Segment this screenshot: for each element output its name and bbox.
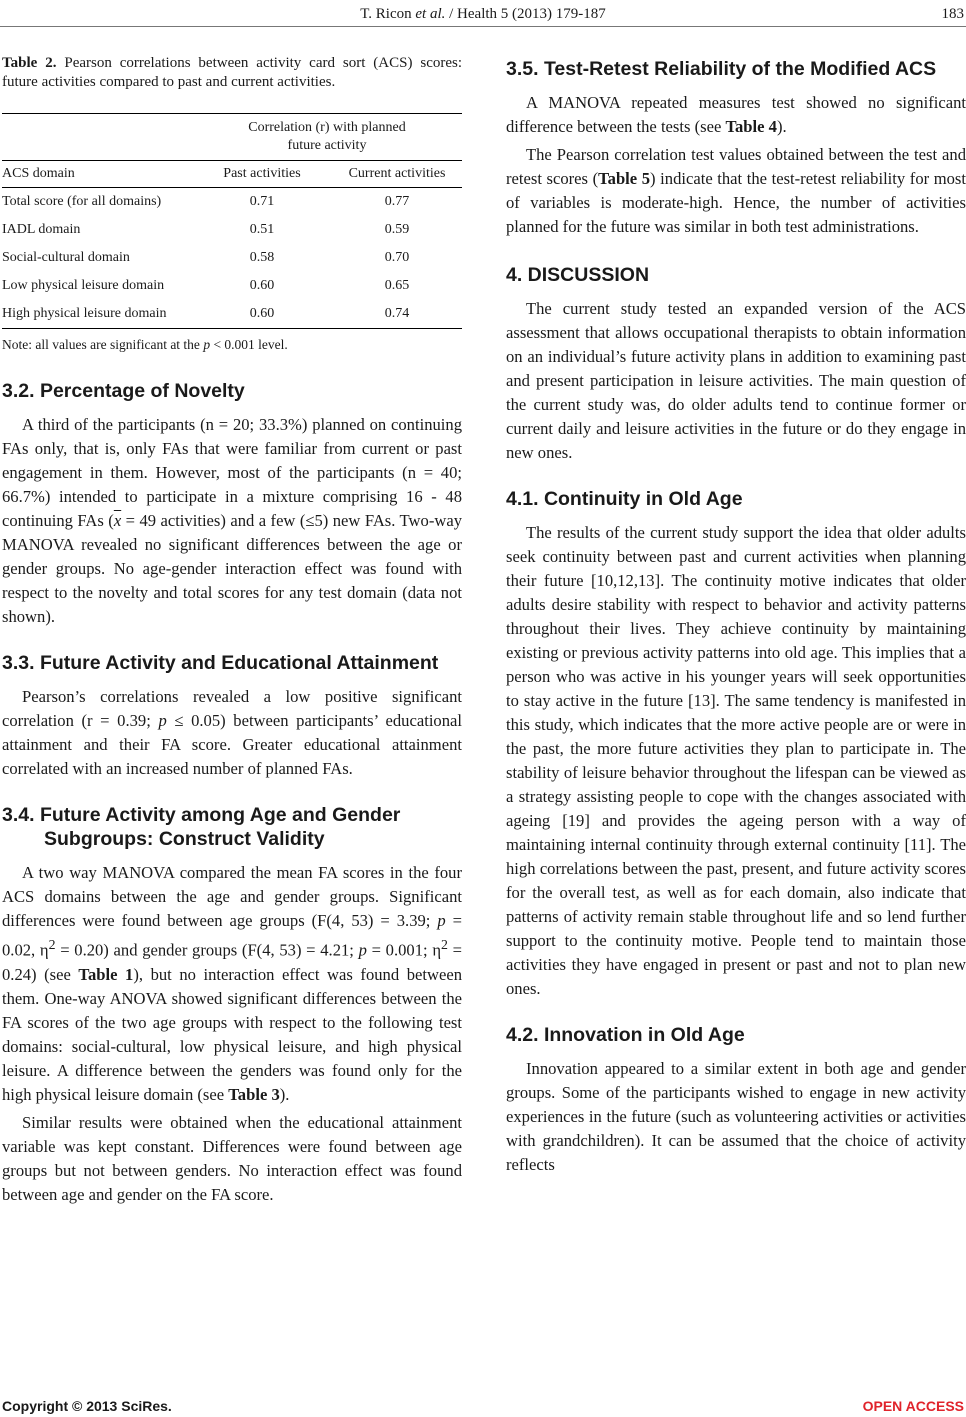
footer-open-access: OPEN ACCESS: [862, 1398, 964, 1414]
table-note: Note: all values are significant at the p < 0.001 level.: [2, 337, 288, 352]
table-group-header: Correlation (r) with planned future activity: [192, 114, 462, 161]
table-group-header-row: [2, 114, 462, 161]
table-row: [2, 300, 462, 329]
table-caption: Table 2. Pearson correlations between activity card sort (ACS) scores: future activities compared to past and current activities.: [2, 55, 463, 90]
right-column: [506, 54, 966, 1177]
section-heading-3-5: 3.5. Test-Retest Reliability of the Modified ACS: [506, 58, 937, 80]
cell-domain: Total score (for all domains): [2, 194, 162, 209]
table-reference: Table 5: [598, 169, 651, 188]
cell-past: 0.51: [249, 222, 275, 237]
paragraph: Similar results were obtained when the educational attainment variable was kept constant. Differences were found between age groups but not between genders. No interaction effect was found between age and gender on the FA score.: [2, 1112, 462, 1204]
paragraph: The current study tested an expanded version of the ACS assessment that allows occupational therapists to obtain information on an individual’s future activity plans in addition to examining past and present participation in leisure activities. The main question of the current study was, do older adults tend to continue former or current daily and leisure activities in the future or do they engage in new ones.: [506, 299, 966, 462]
cell-domain: Low physical leisure domain: [2, 278, 165, 293]
paragraph: A third of the participants (n = 20; 33.3%) planned on continuing FAs only, that is, only FAs that were familiar from current or past engagement in them. However, most of the participants (n = 40; 66.7%) intended to participate in a mixture comprising 16 - 48 continuing FAs ($\overline{x} = 49$ activities) and a few (≤5) new FAs. Two-way MANOVA revealed no significant differences between the age or gender groups. No age-gender interaction effect was found with respect to the novelty and total scores for any test domain (data not shown).: [2, 415, 462, 626]
cell-current: 0.74: [332, 300, 462, 329]
section-heading-4-2: 4.2. Innovation in Old Age: [506, 1024, 745, 1046]
correlation-table: [2, 113, 462, 329]
section-heading-4: 4. DISCUSSION: [506, 264, 650, 286]
paragraph: The Pearson correlation test values obtained between the test and retest scores (Table 5) indicate that the test-retest reliability for most of variables is moderate-high. Hence, the number of activities planned for the future was similar in both test administrations.: [506, 145, 966, 236]
table-row: [2, 272, 462, 300]
running-head: [0, 4, 966, 24]
paragraph: A two way MANOVA compared the mean FA scores in the four ACS domains between the age and gender groups. Significant differences were found between age groups (F(4, 53) = 3.39; p = 0.02, $\eta^2 = 0.20$) and gender groups (F(4, 53) = 4.21; p = 0.001; $\eta^2 = 0.24$) (see Table 1), but no interaction effect was found between them. One-way ANOVA showed significant differences between the FA scores of the two age groups with respect to the following test domains: social-cultural, low physical leisure, and high physical leisure. A difference between the genders was found only for the high physical leisure domain (see Table 3).: [2, 863, 463, 1104]
table-row: [2, 188, 462, 217]
cell-domain: IADL domain: [2, 222, 81, 237]
col-header-past: Past activities: [192, 161, 332, 188]
section-heading-3-2: 3.2. Percentage of Novelty: [2, 380, 245, 402]
cell-domain: High physical leisure domain: [2, 300, 192, 329]
cell-past: 0.60: [192, 300, 332, 329]
section-heading-3-3: 3.3. Future Activity and Educational Attainment: [2, 652, 439, 674]
cell-past: 0.58: [249, 250, 275, 265]
table-row: [2, 244, 462, 272]
table-reference: Table 4: [725, 117, 777, 136]
x-bar-symbol: $\overline{x}$: [113, 511, 122, 530]
col-header-current: Current activities: [332, 161, 462, 188]
page-number: 183: [941, 6, 964, 22]
cell-domain: Social-cultural domain: [2, 250, 130, 265]
col-header-domain: ACS domain: [2, 161, 192, 188]
cell-past: 0.60: [249, 278, 275, 293]
cell-past: 0.71: [249, 194, 275, 209]
footer-copyright: Copyright © 2013 SciRes.: [2, 1398, 172, 1414]
cell-current: 0.77: [384, 194, 410, 209]
left-column: [2, 54, 462, 1207]
section-heading-4-1: 4.1. Continuity in Old Age: [506, 488, 743, 510]
header-rule: [0, 26, 966, 27]
table-reference: Table 1: [78, 964, 134, 984]
paragraph: A MANOVA repeated measures test showed no significant difference between the tests (see Table 4).: [506, 93, 966, 136]
paragraph: Innovation appeared to a similar extent in both age and gender groups. Some of the participants wished to engage in new activity experiences in the future (such as volunteering activities or activities with grandchildren). It can be assumed that the choice of activity reflects: [506, 1059, 966, 1174]
table-reference: Table 3: [228, 1084, 280, 1104]
cell-current: 0.59: [384, 222, 410, 237]
cell-current: 0.70: [384, 250, 410, 265]
table-header-row: [2, 161, 462, 188]
cell-current: 0.65: [384, 278, 410, 293]
section-heading-3-4: 3.4. Future Activity among Age and Gender Subgroups: Construct Validity: [2, 804, 401, 850]
paragraph: Pearson’s correlations revealed a low positive significant correlation (r = 0.39; p ≤ 0.05) between participants’ educational attainment and their FA score. Greater educational attainment correlated with an increased number of planned FAs.: [2, 687, 462, 778]
paragraph: The results of the current study support the idea that older adults seek continuity between past and current activities when planning their future [10,12,13]. The continuity motive indicates that older adults desire stability with respect to behavior and activity patterns throughout their lives. They achieve continuity by maintaining existing or previous activity patterns into old age. This implies that a person who was active in his younger years will seek opportunities to stay active in the future [13]. The same tendency is manifested in this study, which indicates that the more active people are or were in the past, the more future activities they plan to participate in. The stability of leisure behavior throughout the lifespan can be viewed as a strategy assisting people to cope with the changes associated with ageing [19] and provides the ageing person with a way of maintaining internal continuity through external continuity [11]. The high correlations between the past, present, and future activity scores for the overall test, as well as for each domain, also indicate that patterns of activity remain stable throughout life and so lend further support to the continuity motive. People tend to maintain those activities they have engaged in present or past and not to plan new ones.: [506, 523, 966, 998]
running-head-citation: T. Ricon et al. / Health 5 (2013) 179-187: [360, 6, 606, 22]
table-row: [2, 216, 462, 244]
